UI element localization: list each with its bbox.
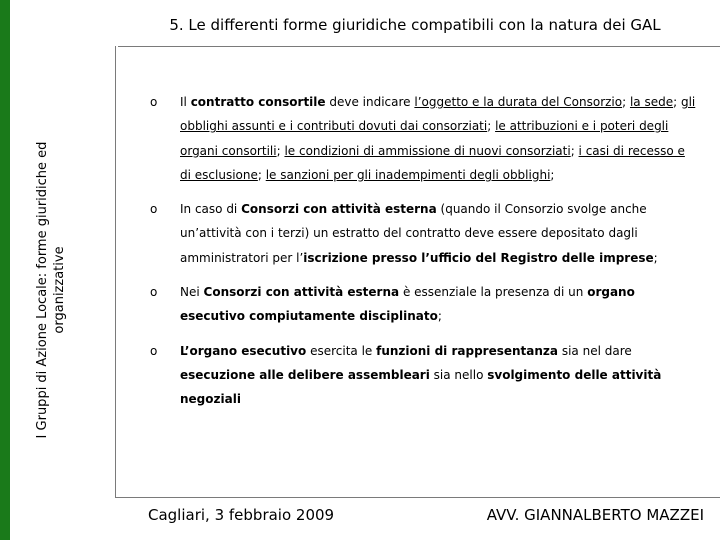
bullet-text-segment: esercita le bbox=[306, 343, 377, 358]
bullet-text-segment: ; bbox=[622, 95, 630, 109]
bullet-text-segment: le condizioni di ammissione di nuovi consorziati bbox=[284, 143, 571, 158]
bullet-text-segment: ; bbox=[257, 167, 266, 182]
bullet-text-segment: Consorzi con attività esterna bbox=[203, 285, 400, 300]
bullet-text-segment: ; bbox=[437, 309, 442, 324]
bullet-list bbox=[150, 90, 698, 422]
footer-date: Cagliari, 3 febbraio 2009 bbox=[148, 506, 335, 524]
bullet-text-segment: Il bbox=[180, 95, 191, 109]
bullet-marker: o bbox=[150, 95, 158, 109]
side-title-line-1: I Gruppi di Azione Locale: forme giuridiche ed bbox=[35, 141, 50, 439]
bullet-item bbox=[150, 280, 698, 329]
bullet-text-segment: le sanzioni per gli inadempimenti degli obblighi bbox=[265, 167, 551, 182]
bullet-text bbox=[180, 202, 658, 265]
bullet-text-segment: sia nel dare bbox=[558, 343, 632, 358]
bullet-text-segment: iscrizione presso l’ufficio del Registro delle imprese bbox=[303, 250, 654, 265]
footer-divider bbox=[115, 497, 720, 498]
bullet-text-segment: L’organo esecutivo bbox=[180, 343, 307, 358]
side-accent-bar bbox=[0, 0, 10, 540]
slide-title: 5. Le differenti forme giuridiche compatibili con la natura dei GAL bbox=[169, 16, 661, 34]
bullet-text-segment: l’oggetto e la durata del Consorzio bbox=[414, 95, 623, 109]
bullet-text-segment: svolgimento delle attività negoziali bbox=[180, 367, 662, 407]
bullet-item bbox=[150, 197, 698, 270]
footer-author: AVV. GIANNALBERTO MAZZEI bbox=[486, 506, 704, 524]
bullet-text-segment: i casi di recesso e di esclusione bbox=[180, 143, 685, 182]
bullet-text-segment: la sede bbox=[629, 95, 674, 109]
bullet-text-segment: deve indicare bbox=[325, 95, 415, 109]
bullet-text-segment: funzioni di rappresentanza bbox=[376, 343, 559, 358]
side-divider bbox=[115, 46, 116, 498]
bullet-item bbox=[150, 90, 698, 187]
bullet-text-segment: contratto consortile bbox=[190, 95, 326, 109]
bullet-marker: o bbox=[150, 343, 158, 358]
bullet-text-segment: ; bbox=[550, 167, 555, 182]
bullet-text-segment: gli obblighi assunti e i contributi dovuti dai consorziati bbox=[180, 95, 696, 134]
side-title-line-2: organizzative bbox=[52, 246, 67, 334]
bullet-text-segment: Consorzi con attività esterna bbox=[241, 202, 437, 217]
bullet-text-segment: (quando il Consorzio svolge anche un’attività con i terzi) un estratto del contratto deve essere depositato dagli amministratori per l’ bbox=[180, 202, 647, 265]
title-divider bbox=[118, 46, 720, 47]
bullet-item bbox=[150, 339, 698, 412]
side-title bbox=[20, 100, 82, 480]
bullet-text-segment: è essenziale la presenza di un bbox=[399, 285, 588, 300]
bullet-marker: o bbox=[150, 285, 158, 300]
bullet-text-segment: ; bbox=[570, 143, 579, 158]
bullet-marker: o bbox=[150, 202, 158, 217]
bullet-text-segment: Nei bbox=[180, 285, 204, 300]
bullet-text-segment: ; bbox=[673, 95, 681, 109]
bullet-text bbox=[180, 344, 661, 407]
bullet-text-segment: ; bbox=[276, 143, 285, 158]
bullet-text bbox=[180, 95, 695, 182]
bullet-text-segment: le attribuzioni e i poteri degli organi consortili bbox=[180, 119, 669, 158]
bullet-text-segment: ; bbox=[653, 250, 658, 265]
bullet-text-segment: In caso di bbox=[180, 202, 242, 217]
bullet-text bbox=[180, 285, 635, 323]
bullet-text-segment: sia nello bbox=[429, 367, 488, 382]
bullet-text-segment: esecuzione alle delibere assembleari bbox=[180, 367, 430, 382]
bullet-text-segment: organo esecutivo compiutamente disciplinato bbox=[180, 285, 635, 324]
bullet-text-segment: ; bbox=[487, 119, 496, 134]
